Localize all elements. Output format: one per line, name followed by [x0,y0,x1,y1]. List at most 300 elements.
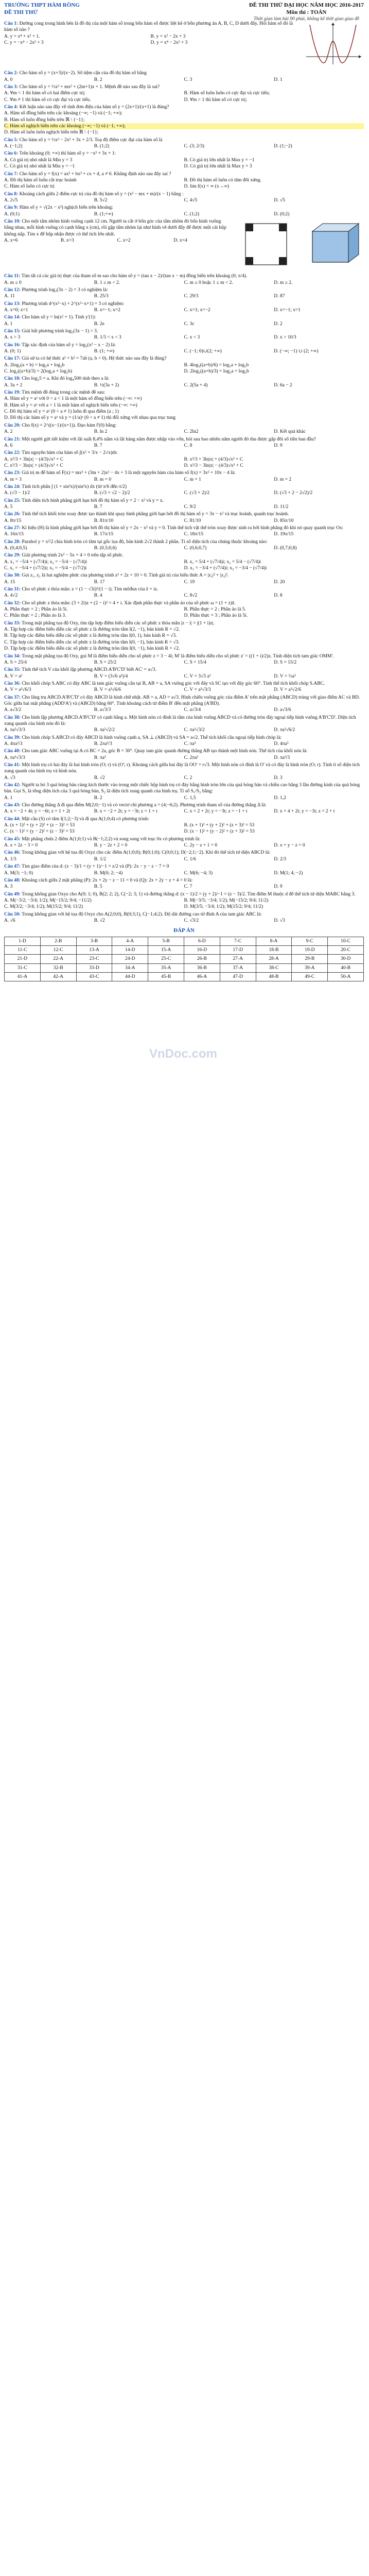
answer-option[interactable]: C. 7 [184,884,192,890]
answer-option[interactable]: D. 19π/15 [274,532,294,537]
answer-option[interactable]: B. x³/3 + 3ln|x| + (4/3)√x³ + C [184,456,243,462]
answer-option[interactable]: D. 8 [274,593,283,599]
question-text: Mặt phẳng chứa 2 điểm A(1;0;1) và B(−1;2;2) và song song với trục 0x có phương trình là: [22,836,201,842]
question-stem [4,600,364,606]
answer-option[interactable]: B. 17 [94,579,105,585]
answer-option[interactable]: D. 3 [274,775,283,781]
answer-option[interactable]: A. Tập hợp các điểm biểu diễn các số phức z là đường tròn tâm I(2, −1), bán kính R = √2. [4,627,180,633]
answer-option[interactable]: B. πa³ [94,755,106,760]
answer-option[interactable]: C. 18π/15 [184,532,204,537]
answer-option[interactable]: B. 4 [94,593,102,599]
answer-option[interactable]: C. 4√5 [184,197,198,203]
answer-option[interactable]: D. 85π/10 [274,518,294,523]
question-stem [4,342,364,348]
answer-option[interactable]: A. x=0; x=1 [4,307,28,313]
question-stem [4,782,364,795]
answer-key-cell: 50-A [328,972,364,981]
answer-options [4,477,364,483]
question-stem [4,620,364,626]
answer-option[interactable]: B. y = x² − 2x + 3 [150,33,186,39]
answer-option[interactable]: A. 6 [4,443,13,448]
answer-option[interactable]: C. V = a³√3/3 [184,687,211,693]
answer-key-cell: 22-A [40,955,76,963]
answer-options [4,545,364,551]
answer-option[interactable]: C. 81/10 [184,518,201,523]
question-number: Câu 21: [4,436,21,442]
answer-option[interactable]: A. 2√5 [4,197,18,203]
question-stem [4,552,364,558]
answer-option[interactable]: A. (0;1) [4,211,20,217]
answer-option[interactable]: C. m ≤ 0 hoặc 1 ≤ m < 2. [184,280,233,285]
answer-options [4,143,364,149]
answer-option[interactable]: C. x³/3 − 3ln|x| + (4/3)√x³ + C [4,463,63,468]
answer-option[interactable]: C. S = 15/4 [184,659,206,665]
question-stem [4,877,364,884]
answer-option[interactable]: A. 11 [4,294,15,299]
answer-option[interactable]: A. πa²√3/3 [4,727,25,733]
answer-option[interactable]: B. Hàm số luôn luôn có cực đại và cực tiểu; [184,91,270,96]
answer-option[interactable]: B. x=−1; x=2 [94,307,120,313]
answer-option[interactable]: B. x=3 [60,238,74,243]
answer-option[interactable]: A. 0 [4,77,13,82]
answer-option[interactable]: C. m = 1 [184,477,201,482]
question-number: Câu 18: [4,376,21,382]
answer-option[interactable]: A. Hàm số y = aˣ với 0 < a < 1 là một hàm số đồng biến trên (−∞: +∞) [4,396,142,402]
answer-option[interactable]: C. x=2 [117,238,131,243]
box-figure [235,218,364,270]
answer-option[interactable]: D. 9 [274,443,283,448]
question [4,667,364,680]
answer-option[interactable]: A. πa³√3/3 [4,755,25,760]
question-number: Câu 30: [4,573,21,579]
answer-option[interactable]: D. S = 15/2 [274,659,297,665]
answer-option[interactable]: D. (0;2) [274,211,290,217]
answer-option[interactable]: B. (1;2) [94,144,110,149]
answer-option[interactable]: A. x₁ = −5/4 + (√7/4)i; x₂ = −5/4 − (√7/4)i [4,559,87,565]
answer-key-row [5,963,364,972]
question-text: Giả sử ta có hệ thức a² + b² = 7ab (a, b > 0). Hệ thức nào sau đây là đúng? [22,356,167,362]
question-number: Câu 38: [4,715,21,720]
answer-option[interactable]: C. Hàm số luôn có cực trị [4,184,55,190]
answer-option[interactable]: D. (−∞; −1) ∪ (2; +∞) [274,349,319,354]
answer-option[interactable]: C. (3; 2/3) [184,144,204,149]
answer-option[interactable]: C. y = −x⁴ − 2x² + 3 [4,40,44,46]
question [4,104,364,136]
answer-key-cell: 4-A [112,937,148,945]
answer-option[interactable]: C. (−1; 0)∪(2; +∞) [184,349,222,354]
answer-option[interactable]: C. πa³ [184,741,196,747]
question-number: Câu 25: [4,498,21,503]
answer-key-cell: 20-C [328,945,364,954]
answer-option[interactable]: B. (0,5;0,6) [94,546,117,551]
question-number: Câu 20: [4,422,21,428]
answer-option[interactable]: C. 2y − z + 1 = 0 [184,843,218,849]
answer-option[interactable]: B. 2 [94,77,102,82]
answer-option[interactable]: D. x=−1; x=1 [274,307,301,313]
question [4,694,364,714]
answer-option[interactable]: C. a√3/4 [184,707,201,713]
question-stem [4,891,364,897]
question-text: Tìm nguyên hàm của hàm số ∫(x² + 3/x − 2√x)dx [22,450,117,456]
answer-option[interactable]: A. (√3 − 1)/2 [4,490,30,496]
answer-option[interactable]: B. (1;+∞) [94,211,113,217]
answer-option[interactable]: A. 2 [4,429,13,435]
question-stem [4,218,230,238]
answer-option[interactable]: B. V = a³√6/6 [94,687,121,693]
answer-option[interactable]: C. x < 3 [184,335,200,341]
question-number: Câu 13: [4,301,21,307]
answer-option[interactable]: A. (x + 1)² + (y + 2)² + (z − 3)² = 53 [4,823,75,828]
answer-option[interactable]: C. 2(5a + 4) [184,382,208,388]
answer-option[interactable]: A. (−1;2) [4,144,23,149]
answer-option[interactable]: B. 81π/10 [94,518,114,523]
answer-option[interactable]: A. V = a³√6/3 [4,687,31,693]
answer-option[interactable]: D. 11/2 [274,504,289,510]
question-stem [4,539,364,545]
answer-option[interactable]: A. x = −2 + 4t; y = −6t; z = 1 + 2t [4,809,71,815]
answer-option[interactable]: B. (x + 1)² + (y + 2)² + (z + 3)² = 53 [184,823,255,828]
answer-option[interactable]: A. 1/3 [4,856,16,862]
answer-option[interactable]: B. Hàm số luôn đồng biến trên ℝ \ {−1}; [4,117,85,123]
answer-option[interactable]: D. ∀m > 1 thì hàm số có cực trị; [184,97,247,103]
question-number: Câu 47: [4,864,21,870]
answer-option[interactable]: C. 2ln2 [184,429,199,435]
answer-option[interactable]: D. 20 [274,579,285,585]
answer-option[interactable]: C. 8√2 [184,593,198,599]
answer-option[interactable]: C. (0,6;0,7) [184,546,207,551]
answer-option[interactable]: B. 17π/15 [94,532,114,537]
question-number: Câu 33: [4,620,21,626]
answer-option[interactable]: B. √2 [94,775,105,781]
question [4,436,364,449]
question-text: Một hình trụ có hai đáy là hai hình tròn (O; r) và (O'; r). Khoảng cách giữa hai đáy là OO' = r√3. Một hình nón có đỉnh là O' và có đáy là hình tròn (O; r). Tính tỉ số diện tích xung quanh của hình trụ và hình nón. [4,762,360,774]
answer-option[interactable]: A. 1 [4,321,13,327]
question-number: Câu 49: [4,891,21,897]
answer-option[interactable]: B. πa²√2/2 [94,727,115,733]
answer-option[interactable]: C. (√3 + 2)/2 [184,490,210,496]
answer-option[interactable]: A. Đồ thị hàm số luôn cắt trục hoành [4,177,77,183]
question-number: Câu 28: [4,539,21,545]
answer-option[interactable]: A. 1 [4,795,13,801]
answer-option[interactable]: B. x = −2 + 2t; y = −3t; z = 1 + t [94,809,157,815]
answer-option[interactable]: C. 8 [184,443,192,448]
question-number: Câu 14: [4,315,21,320]
question-number: Câu 2: [4,71,19,76]
question [4,891,364,910]
question-number: Câu 17: [4,356,21,362]
answer-option[interactable]: A. M(3; −1; 0) [4,870,33,876]
answer-option[interactable]: D. m ≥ 2. [274,280,293,285]
question-text: Cho f(x) = 2^((x−1)/(x+1)). Đạo hàm f'(0) bằng: [22,422,117,428]
answer-key-cell: 23-C [76,955,112,963]
answer-option[interactable]: D. πa³/3 [274,755,290,760]
answer-option[interactable]: D. Đồ thị các hàm số y = aˣ và y = (1/a)ˣ (0 < a ≠ 1) thì đối xứng với nhau qua trục tung [4,415,175,421]
answer-option[interactable]: B. ln 2 [94,429,108,435]
question-stem [4,653,364,659]
answer-option[interactable]: A. (0,4;0,5) [4,546,27,551]
question-stem [4,470,364,476]
question [4,470,364,483]
answer-option[interactable]: A. 4√2 [4,593,18,599]
answer-key-cell: 40-B [328,963,364,972]
exam-title: ĐỀ THI THỬ ĐẠI HỌC NĂM HỌC 2016-2017 [249,2,364,8]
question [4,600,364,619]
question [4,314,364,327]
answer-option[interactable]: A. y = x⁴ + x² + 1. [4,33,40,39]
answer-options [4,77,364,83]
answer-options [4,606,364,619]
question-stem [4,850,364,856]
answer-option[interactable]: D. Kết quả khác [274,429,306,435]
answer-option[interactable]: A. a√3/2 [4,707,22,713]
answer-options [4,307,364,313]
answer-option[interactable]: C. log₂((a+b)/3) = 2(log₂a + log₂b) [4,369,73,375]
answer-options [4,321,364,327]
answer-option[interactable]: B. a√3/3 [94,707,111,713]
exam-header [4,2,364,21]
question-stem [4,694,364,707]
answer-key-cell: 16-D [184,945,220,954]
answer-option[interactable]: D. y = x⁴ − 2x² + 3 [150,40,188,46]
answer-option[interactable]: D. x = 4 + 2t; y = −3t; z = 2 + t [274,809,335,815]
answer-option[interactable]: D. Có giá trị lớn nhất là Max y = 3 [184,164,252,170]
answer-option[interactable]: D. x > 10/3 [274,335,296,341]
answer-options [4,504,364,510]
answer-option[interactable]: C. V = 3√3 a³ [184,673,211,679]
answer-option[interactable]: C. 19 [184,579,195,585]
answer-option[interactable]: B. 5√2 [94,197,108,203]
question-text: Trong mặt phẳng tọa độ Oxy, tìm tập hợp điểm biểu diễn các số phức z thỏa mãn |z − i| = |(1 + i)z|. [22,620,215,626]
question-text: Giá trị m để hàm số F(x) = mx³ + (3m + 2)x² − 4x + 3 là một nguyên hàm của hàm số f(x) = 3x² + 10x − 4 là: [22,470,236,476]
question-text: Cho một tấm nhôm hình vuông cạnh 12 cm. Người ta cắt ở bốn góc của tấm nhôm đó bốn hình vuông bằng nhau, mỗi hình vuông có cạnh bằng x (cm), rồi gập tấm nhôm lại như hình vẽ dưới đây để được một cái hộp không nắp. Tìm x để hộp nhận được có thể tích lớn nhất. [4,218,226,237]
answer-option[interactable]: C. x = 2 + 2t; y = −3t; z = −1 + t [184,809,248,815]
answer-option[interactable]: D. 2/3 [274,856,286,862]
answer-option[interactable]: D. √5 [274,197,285,203]
answer-option[interactable]: C. ∀m ≠ 1 thì hàm số có cực đại và cực tiểu. [4,97,91,103]
answer-option[interactable]: C. 2 [184,775,192,781]
question-text: Mặt cầu (S) có tâm I(1;2;−3) và đi qua A(1;0;4) có phương trình: [22,816,149,822]
answer-options [4,579,364,585]
answer-option[interactable]: A. m ≤ 0 [4,280,22,285]
answer-option[interactable]: B. (1; +∞) [94,349,115,354]
question-number: Câu 31: [4,587,21,592]
answer-option[interactable]: B. (√3 + √2 − 2)/2 [94,490,130,496]
answer-option[interactable]: A. x + 2z − 3 = 0 [4,843,38,849]
answer-option[interactable]: A. ∀m < 1 thì hàm số có hai điểm cực trị; [4,91,85,96]
answer-key-row [5,937,364,945]
answer-key-cell: 18-B [256,945,292,954]
answer-option[interactable]: B. 2e [94,321,104,327]
question-number: Câu 41: [4,762,21,768]
answer-option[interactable]: D. M(1; 4; −2) [274,870,303,876]
question [4,484,364,497]
answer-option[interactable]: B. Có giá trị lớn nhất là Max y = −1 [184,157,255,163]
question-text: Kết luận nào sau đây về tính đơn điệu của hàm số y = (2x+1)/(x+1) là đúng? [19,105,169,110]
answer-option[interactable]: C. Phần thực = 2 ; Phần ảo là 3. [4,613,66,619]
answer-option[interactable]: B. 1/3 < x < 3 [94,335,121,341]
answer-option[interactable]: D. a√3/6 [274,707,291,713]
answer-option[interactable]: A. Hàm số đồng biến trên các khoảng (−∞; −1) và (−1; +∞); [4,111,122,116]
answer-option[interactable]: B. 5 [94,884,102,890]
answer-option[interactable]: C. πa²√3/2 [184,727,205,733]
question [4,715,364,734]
answer-option[interactable]: A. x > 3 [4,335,21,341]
answer-option[interactable]: B. 25/3 [94,294,109,299]
answer-option[interactable]: D. 87 [274,294,285,299]
answer-options [4,822,364,835]
answer-option[interactable]: C. 3 [184,77,192,82]
answer-option[interactable]: D. 1 [274,77,283,82]
answer-option[interactable]: D. 9 [274,884,283,890]
answer-option[interactable]: D. V = a³√2/6 [274,687,301,693]
answer-key-cell: 48-B [256,972,292,981]
answer-option[interactable]: B. Phần thực = 2 ; Phần ảo là 5. [184,607,247,613]
answer-option[interactable]: B. 1/2 [94,856,106,862]
answer-option[interactable]: B. 4log₂((a+b)/6) = log₂a + log₂b [184,362,249,368]
question-stem [4,748,364,754]
answer-option[interactable]: A. √6 [4,918,15,923]
answer-option[interactable]: A. 5 [4,504,13,510]
answer-option[interactable]: C. Có giá trị nhỏ nhất là Min y = −1 [4,164,75,170]
answer-option[interactable]: D. V = ⅓a³ [274,673,296,679]
answer-option[interactable]: A. 3a + 2 [4,382,23,388]
answer-key-cell: 15-A [148,945,184,954]
answer-option[interactable]: B. 2 [94,795,102,801]
answer-option[interactable]: A. m = 3 [4,477,22,482]
answer-key-cell: 30-D [328,955,364,963]
answer-option[interactable]: D. lim f(x) = ∞ (x→∞) [184,184,229,190]
answer-option[interactable]: B. 2πa³/3 [94,741,112,747]
answer-option[interactable]: B. Đồ thị hàm số luôn có tâm đối xứng. [184,177,262,183]
answer-option[interactable]: D. m = 2 [274,477,292,482]
answer-option[interactable]: C. M(6; −4; 3) [184,870,213,876]
answer-options [4,687,364,693]
answer-option[interactable]: C. Đồ thị hàm số y = aˣ (0 < a ≠ 1) luôn đi qua điểm (a ; 1) [4,409,119,415]
answer-option[interactable]: A. 3 [4,884,13,890]
answer-option[interactable]: B. x₁ = 5/4 + (√7/4)i; x₂ = 5/4 − (√7/4)i [184,559,261,565]
answer-option[interactable]: B. V = (3√6 a³)/4 [94,673,128,679]
answer-option[interactable]: B. 7 [94,504,102,510]
answer-option[interactable]: B. ½(3a + 2) [94,382,119,388]
answer-option[interactable]: C. 3c [184,321,195,327]
question-text: Trong mặt phẳng tọa độ Oxy, gọi M là điểm biểu diễn cho số phức z = 3 − 4i; M' là điểm biểu diễn cho số phức z' = ((1 + i)/2)z. Tính diện tích tam giác OMM'. [22,653,334,659]
answer-option[interactable]: A. S = 25/4 [4,659,27,665]
answer-option[interactable]: A. 8π/15 [4,518,22,523]
answer-option[interactable]: A. (0; 1) [4,349,21,354]
answer-option[interactable]: D. Phần thực = 3 ; Phần ảo là 5i. [184,613,248,619]
answer-option[interactable]: B. Hàm số y = aˣ với a > 1 là một hàm số nghịch biến trên (−∞: +∞) [4,402,137,408]
answer-option[interactable]: A. 16π/15 [4,532,24,537]
answer-option[interactable]: A. V = a³ [4,673,23,679]
answer-option[interactable]: C. x₁ = −5/4 + (√7/2)i; x₂ = −5/4 − (√7/2)i [4,566,87,571]
answer-option[interactable]: B. 7 [94,443,102,448]
question-text: Parabol y = x²/2 chia hình tròn có tâm tại gốc tọa độ, bán kính 2√2 thành 2 phần. Tỉ số diện tích của chúng thuộc khoảng nào: [22,539,268,545]
answer-option[interactable]: D. x=4 [173,238,187,243]
question-text: Trong không gian với hệ tọa độ Oxyz cho các điểm A(1;0;0); B(0;1;0); C(0;0;1); D(−2;1;−2). Khi đó thể tích tứ diện ABCD là: [22,850,271,856]
answer-option[interactable]: D. 2log₂((a+b)/3) = log₂a + log₂b [184,369,249,375]
question-number: Câu 5: [4,137,19,143]
answer-option[interactable]: C. M(3/2; −3/4; 1/2); M(15/2; 9/4; 11/2) [4,904,83,910]
question-number: Câu 4: [4,105,19,110]
answer-option[interactable]: C. 1/6 [184,856,196,862]
answer-option[interactable]: A. Có giá trị nhỏ nhất là Min y = 3 [4,157,73,163]
answer-option[interactable]: D. πa²√6/2 [274,727,295,733]
answer-option[interactable]: D. (1;−2) [274,144,292,149]
answer-option[interactable]: D. 2 [274,321,283,327]
answer-option[interactable]: B. 1 ≤ m < 2. [94,280,120,285]
answer-option[interactable]: B. M(−3/5; −3/4; 1/2); M(−15/2; 9/4; 11/2) [184,897,269,903]
answer-option[interactable]: B. Tập hợp các điểm biểu diễn các số phức z là đường tròn tâm I(0, 1), bán kính R = √3. [4,633,177,639]
answer-option[interactable]: B. M(0; 2; −4) [94,870,123,876]
answer-option[interactable]: A. Phần thực = 2 ; Phần ảo là 5i. [4,607,68,613]
answer-option[interactable]: D. (√3 + 2 − 2√2)/2 [274,490,313,496]
answer-option[interactable]: C. 1,5 [184,795,196,801]
question [4,287,364,300]
question [4,816,364,835]
answer-option[interactable]: A. x³/3 + 3ln|x| − (4/3)√x³ + C [4,456,64,462]
answer-option[interactable]: D. 1,2 [274,795,286,801]
answer-option[interactable]: B. √2 [94,918,105,923]
question-number: Câu 34: [4,653,21,659]
answer-option[interactable]: D. Hàm số luôn luôn nghịch biến trên ℝ \ {−1}; [4,130,99,135]
answer-option[interactable]: D. √3 [274,918,285,923]
question-text: Cho hình chóp S.ABCD có đáy ABCD là hình vuông cạnh a, SA ⊥ (ABCD) và SA = a√2. Thể tích khối cầu ngoại tiếp hình chóp là: [22,735,282,740]
answer-option[interactable]: C. (x − 1)² + (y − 2)² + (z − 3)² = 53 [4,829,75,835]
answer-option[interactable]: D. (0,7;0,8) [274,546,297,551]
answer-option[interactable]: D. Tập hợp các điểm biểu diễn các số phức z là đường tròn tâm I(0, −1), bán kính R = √2. [4,646,180,652]
answer-option[interactable]: C. Tập hợp các điểm biểu diễn các số phức z là đường tròn tâm I(0, −1), bán kính R = √3. [4,639,180,645]
answer-options [4,673,364,680]
answer-option[interactable]: C. 29/3 [184,294,199,299]
answer-option[interactable]: D. x + y − z = 0 [274,843,305,849]
answer-option[interactable]: C. 2πa³ [184,755,199,760]
question-number: Câu 36: [4,681,21,686]
answer-option[interactable]: D. 6a − 2 [274,382,292,388]
question-text: Cho số phức z thỏa mãn: (3 + 2i)z + (2 − i)² = 4 + i. Xác định phần thực và phần ảo của số phức ω = (1 + z)z̄. [22,600,236,606]
answer-option[interactable]: D. M(3/5; −3/4; 1/2); M(15/2; 9/4; 11/2) [184,904,263,910]
answer-option[interactable]: C. (1;2) [184,211,200,217]
answer-option[interactable]: C. √3/2 [184,918,199,923]
question-stem [4,836,364,842]
answer-option[interactable]: D. x³/3 − 3ln|x| − (4/3)√x³ + C [184,463,243,468]
answer-option[interactable]: A. 15 [4,579,15,585]
answer-option[interactable]: C. x=1; x=−2 [184,307,210,313]
answer-option[interactable]: A. 4πa³/3 [4,741,23,747]
question-number: Câu 7: [4,171,19,177]
answer-options [4,626,364,652]
answer-option[interactable]: A. 2log₂(a + b) = log₂a + log₂b [4,362,65,368]
answer-option[interactable]: D. 4πa³ [274,741,289,747]
answer-key-cell: 7-C [220,937,256,945]
answer-option[interactable]: B. y − 2z + 2 = 0 [94,843,128,849]
answer-option[interactable]: B. S = 25/2 [94,659,117,665]
answer-option[interactable]: A. M(−3/2; −3/4; 1/2); M(−15/2; 9/4; −11/2) [4,897,92,903]
answer-option[interactable]: A. √3 [4,775,15,781]
answer-key-row [5,945,364,954]
answer-option[interactable]: D. (x − 1)² + (y − 2)² + (z + 3)² = 53 [184,829,255,835]
question-text: Cho hình lập phương ABCD.A'B'C'D' có cạnh bằng a. Một hình nón có đỉnh là tâm của hình vuông ABCD và có đường tròn đáy ngoại tiếp hình vuông A'B'C'D'. Diện tích xung quanh của hình nón đó là: [4,715,356,726]
answer-options [4,280,364,286]
question-text: Cho tam giác ABC vuông tại A có BC = 2a, góc B = 30°. Quay tam giác quanh đường thẳng AB tạo thành một hình nón. Thể tích của khối nón là: [22,749,308,754]
answer-option[interactable]: D. x₁ = −3/4 + (√7/4)i; x₂ = −3/4 − (√7/4)i [184,566,267,571]
question [4,171,364,190]
answer-option[interactable]: C. Hàm số nghịch biến trên các khoảng (−∞; −1) và (−1; +∞); [4,123,364,129]
answer-option[interactable]: A. x=6 [4,238,18,243]
question-stem [4,301,364,307]
answer-option[interactable]: C. 9/2 [184,504,196,510]
answer-option[interactable]: B. m = 0 [94,477,112,482]
exam-kind: ĐỀ THI THỬ [4,9,38,15]
